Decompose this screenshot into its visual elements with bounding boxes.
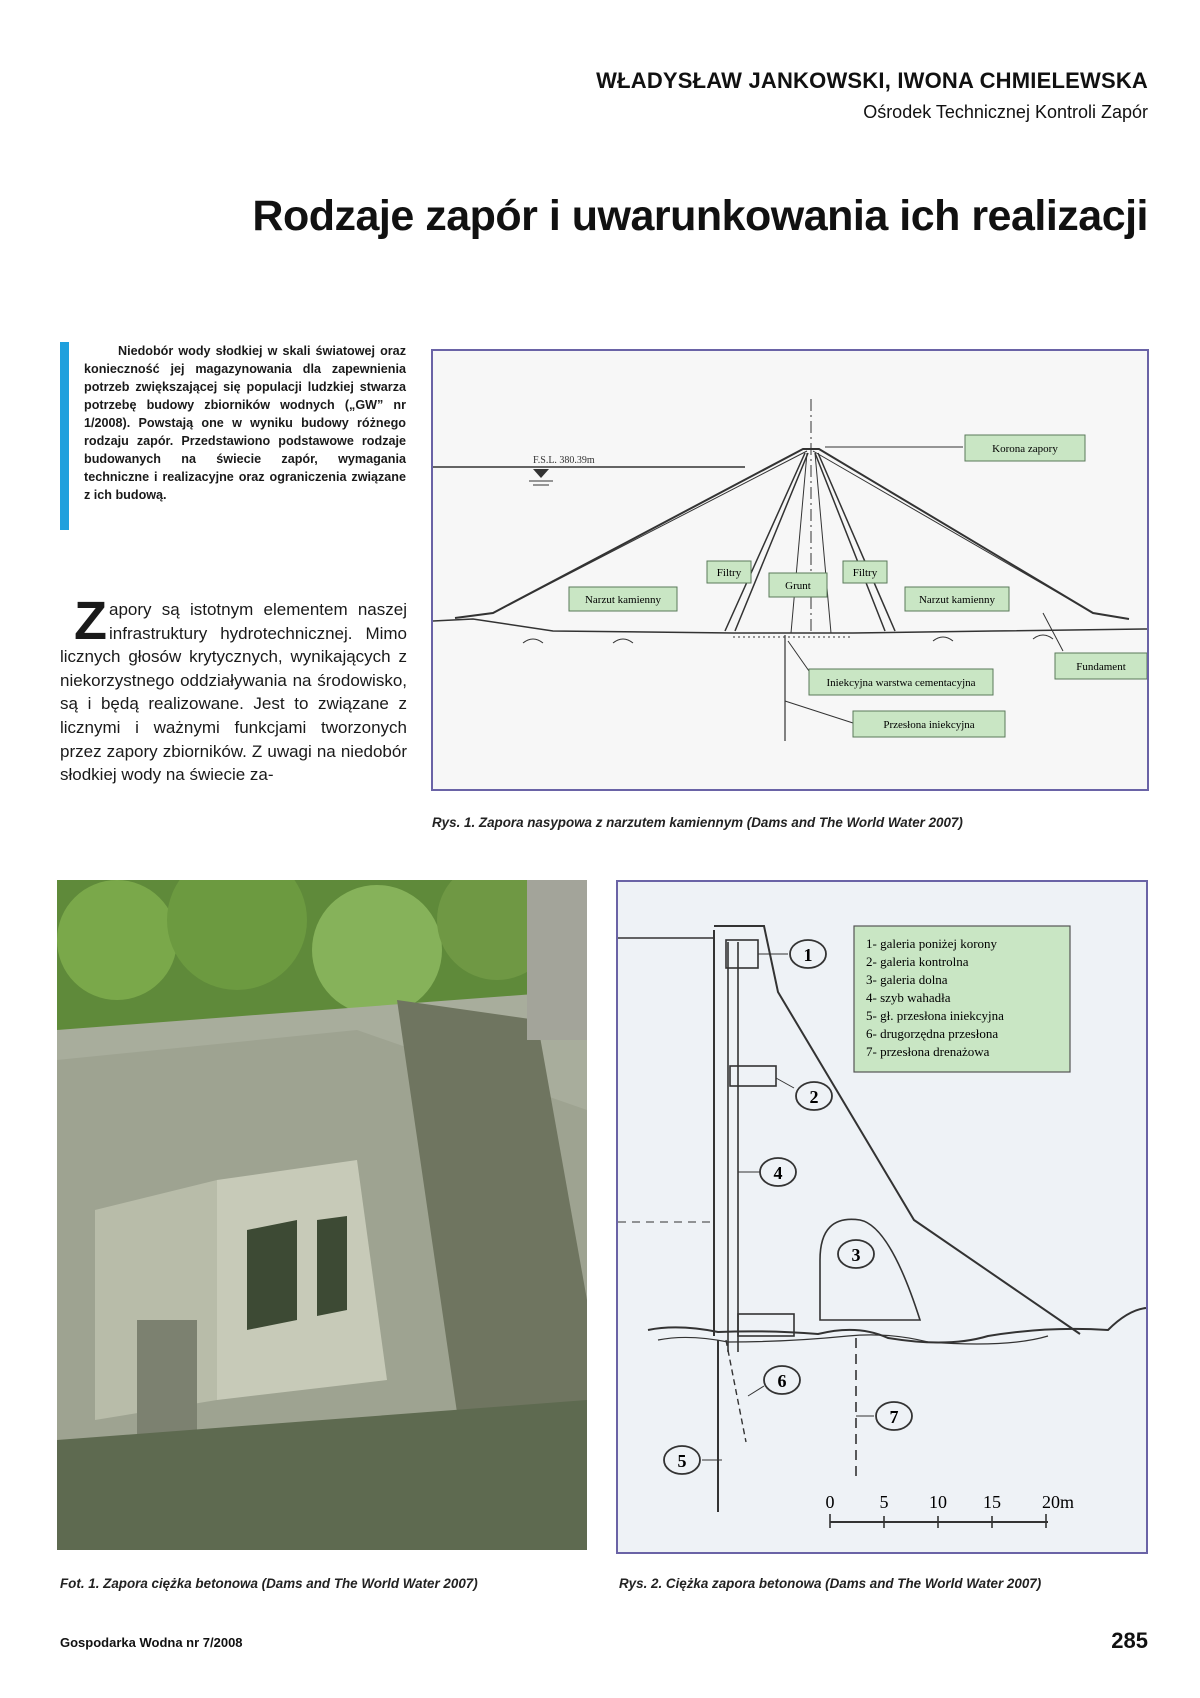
- svg-text:15: 15: [983, 1492, 1001, 1512]
- figure-2-drawing: [618, 882, 1146, 1552]
- svg-text:Narzut kamienny: Narzut kamienny: [584, 594, 662, 606]
- svg-text:0: 0: [825, 1492, 835, 1512]
- figure-2-gravity-dam: [616, 880, 1148, 1554]
- svg-text:Filtry: Filtry: [852, 567, 878, 579]
- marker-4: [760, 1158, 796, 1186]
- label-foundation: [1055, 653, 1147, 679]
- svg-text:Narzut kamienny: Narzut kamienny: [918, 594, 996, 606]
- body-text: [60, 591, 407, 787]
- label-crest: [965, 435, 1085, 461]
- label-riprap-left: [569, 587, 677, 611]
- label-riprap-right: [905, 587, 1009, 611]
- svg-text:5: 5: [677, 1451, 687, 1471]
- svg-text:4: 4: [773, 1163, 783, 1183]
- label-core: [769, 573, 827, 597]
- svg-text:1: 1: [803, 945, 813, 965]
- body-paragraph: apory są istotnym elementem naszej infrastruktury hydrotechnicznej. Mimo licznych głosów krytycznych, wynikających z niekorzystnego oddziaływania na środowisko, są i będą realizowane. Jest to związane z licznymi i ważnymi funkcjami tworzonych przez zapory zbiorników. Z uwagi na niedobór słodkiej wody na świecie za-: [60, 600, 407, 785]
- label-injection-layer: [809, 669, 993, 695]
- svg-text:10: 10: [929, 1492, 947, 1512]
- svg-text:2: 2: [809, 1087, 819, 1107]
- figure-1-drawing: [433, 351, 1147, 789]
- figure-2-legend: [854, 926, 1070, 1072]
- svg-text:1- galeria poniżej korony: 1- galeria poniżej korony: [866, 936, 998, 951]
- abstract-accent-bar: [60, 342, 69, 530]
- svg-text:Przesłona iniekcyjna: Przesłona iniekcyjna: [883, 719, 975, 731]
- svg-text:3- galeria dolna: 3- galeria dolna: [866, 972, 948, 987]
- svg-text:5- gł. przesłona iniekcyjna: 5- gł. przesłona iniekcyjna: [866, 1008, 1004, 1023]
- abstract: Niedobór wody słodkiej w skali światowej oraz konieczność jej magazynowania dla zapewnienia potrzeb zwiększającej się populacji ludzkiej stwarza potrzebę budowy zbiorników wodnych („GW” nr 1/2008). Powstają one w wyniku budowy różnego rodzaju zapór. Przedstawiono podstawowe rodzaje budowanych na świecie zapór, wymagania techniczne i realizacyjne oraz ograniczenia związane z ich budową.: [84, 344, 406, 502]
- journal-name: Gospodarka Wodna nr 7/2008: [60, 1635, 243, 1650]
- article-title: Rodzaje zapór i uwarunkowania ich realizacji: [252, 192, 1148, 240]
- affiliation: Ośrodek Technicznej Kontroli Zapór: [863, 102, 1148, 122]
- svg-text:2- galeria kontrolna: 2- galeria kontrolna: [866, 954, 969, 969]
- svg-text:7: 7: [889, 1407, 899, 1427]
- svg-text:6: 6: [777, 1371, 787, 1391]
- svg-text:Grunt: Grunt: [785, 580, 811, 592]
- marker-3: [838, 1240, 874, 1268]
- svg-text:5: 5: [879, 1492, 889, 1512]
- svg-text:Korona zapory: Korona zapory: [992, 443, 1058, 455]
- figure-1-caption: Rys. 1. Zapora nasypowa z narzutem kamiennym (Dams and The World Water 2007): [432, 815, 963, 830]
- marker-1: [790, 940, 826, 968]
- drop-cap: Z: [74, 591, 107, 651]
- marker-2: [796, 1082, 832, 1110]
- page-number: 285: [1111, 1628, 1148, 1653]
- marker-7: [876, 1402, 912, 1430]
- figure-2-caption: Rys. 2. Ciężka zapora betonowa (Dams and The World Water 2007): [619, 1576, 1042, 1591]
- authors: WŁADYSŁAW JANKOWSKI, IWONA CHMIELEWSKA: [596, 68, 1148, 93]
- svg-text:3: 3: [851, 1245, 861, 1265]
- svg-text:Fundament: Fundament: [1076, 661, 1126, 673]
- label-injection-curtain: [853, 711, 1005, 737]
- photo-concrete-dam: [57, 880, 587, 1550]
- water-level-icon: [533, 469, 549, 478]
- fsl-label: F.S.L. 380.39m: [533, 455, 595, 466]
- svg-text:4- szyb wahadła: 4- szyb wahadła: [866, 990, 951, 1005]
- figure-1-embankment-dam: [431, 349, 1149, 791]
- svg-text:7- przesłona drenażowa: 7- przesłona drenażowa: [866, 1044, 990, 1059]
- svg-text:Filtry: Filtry: [716, 567, 742, 579]
- photo-drawing: [57, 880, 587, 1550]
- svg-text:Iniekcyjna warstwa cementacyjn: Iniekcyjna warstwa cementacyjna: [826, 677, 976, 689]
- scale-bar: [826, 1492, 1075, 1528]
- photo-caption: Fot. 1. Zapora ciężka betonowa (Dams and The World Water 2007): [60, 1576, 478, 1591]
- label-filters-right: [843, 561, 887, 583]
- svg-text:6- drugorzędna przesłona: 6- drugorzędna przesłona: [866, 1026, 999, 1041]
- marker-5: [664, 1446, 700, 1474]
- svg-text:20m: 20m: [1041, 1492, 1075, 1512]
- marker-6: [764, 1366, 800, 1394]
- label-filters-left: [707, 561, 751, 583]
